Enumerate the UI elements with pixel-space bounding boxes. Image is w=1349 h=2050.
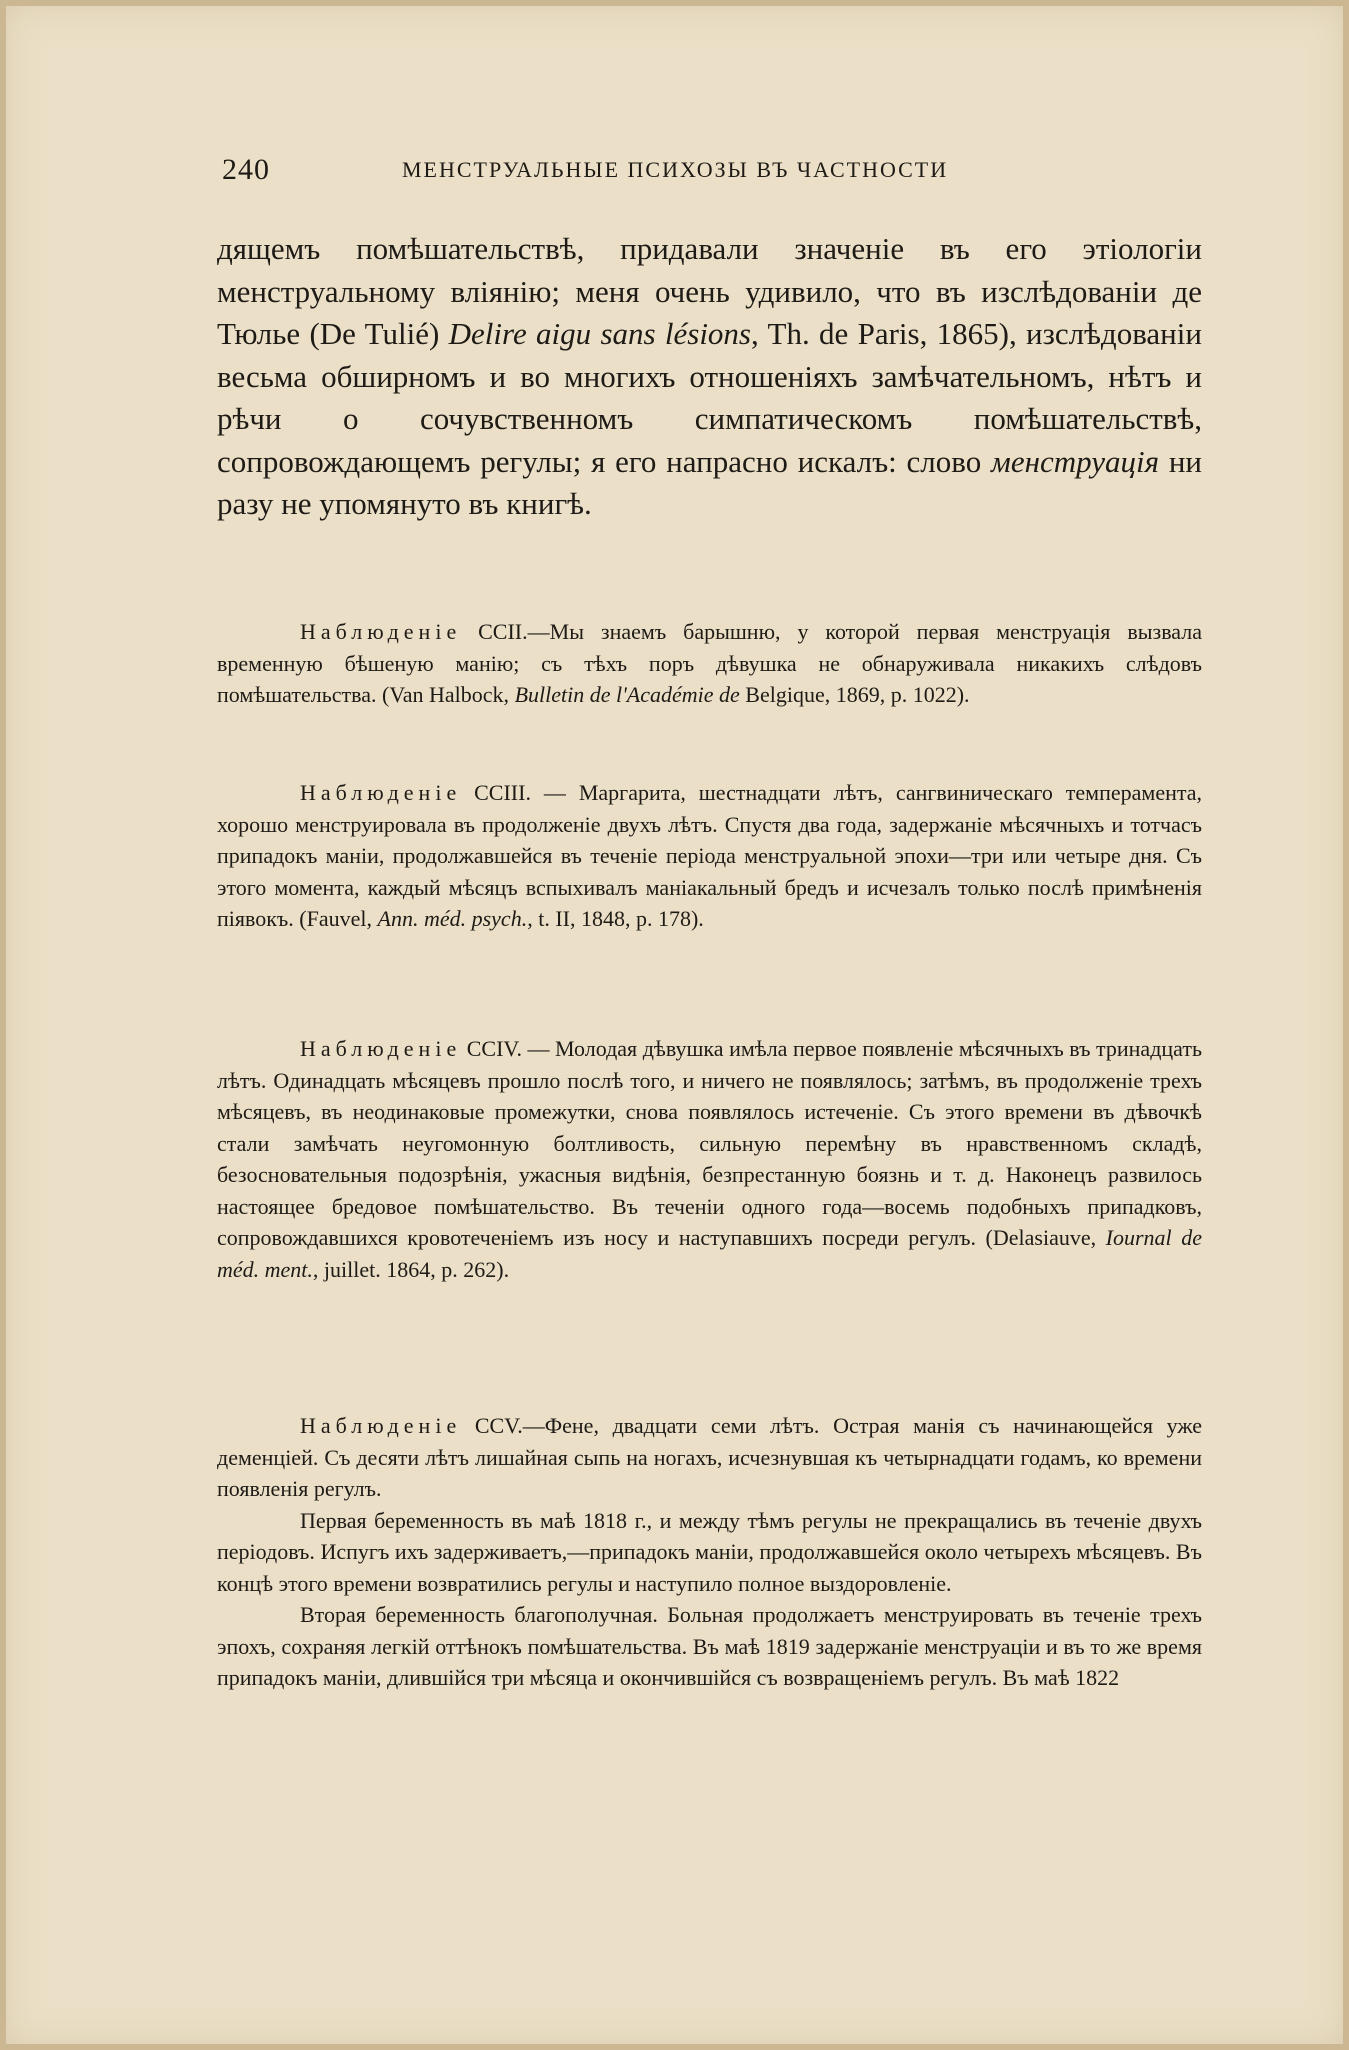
observation-label: Наблюденіе xyxy=(300,1036,462,1061)
observation-label: Наблюденіе xyxy=(300,1413,462,1438)
observation-205-paragraph-3: Вторая беременность благополучная. Больная продолжаетъ менструировать въ теченіе трехъ эпохъ, сохраняя легкій оттѣнокъ помѣшательства. Въ маѣ 1819 задержаніе менструаціи и въ то же время припадокъ маніи, длившійся три мѣсяца и окончившійся съ возвращеніемъ регулъ. Въ маѣ 1822 xyxy=(217,1602,1202,1690)
lead-paragraph xyxy=(217,228,1202,526)
lead-text-1: дящемъ помѣшательствѣ, придавали значеніе въ его этіологіи менструальному вліянію; меня очень удивило, что въ изслѣдованіи де Тюлье (De Tulié) xyxy=(217,231,1202,351)
observation-label: Наблюденіе xyxy=(300,619,462,644)
observation-203-source: Ann. méd. psych. xyxy=(377,906,528,931)
observation-number: CCIV. xyxy=(461,1036,522,1061)
observation-204-body-2: , juillet. 1864, p. 262). xyxy=(312,1256,510,1282)
observation-204 xyxy=(217,1033,1202,1285)
lead-text-3: ни разу не упомянуто въ книгѣ. xyxy=(217,443,1203,521)
page-number: 240 xyxy=(222,153,270,186)
observation-number: CCV. xyxy=(461,1413,523,1438)
observation-205-paragraph-2: Первая беременность въ маѣ 1818 г., и между тѣмъ регулы не прекращались въ теченіе двухъ періодовъ. Испугъ ихъ задерживаетъ,—припадокъ маніи, продолжавшейся около четырехъ мѣсяцевъ. Въ концѣ этого времени возвратились регулы и наступило полное выздоровленіе. xyxy=(217,1507,1202,1596)
observation-202-source: Bulletin de l'Académie de xyxy=(514,682,740,707)
observation-202 xyxy=(217,616,1202,711)
observation-204-body-1: — Молодая дѣвушка имѣла первое появленіе мѣсячныхъ въ тринадцать лѣтъ. Одинадцать мѣсяцевъ прошло послѣ того, и ничего не появлялось; затѣмъ, въ продолженіе трехъ мѣсяцевъ, въ неодинаковые промежутки, снова появлялось истеченіе. Съ этого времени въ дѣвочкѣ стали замѣчать неугомонную болтливость, сильную перемѣну въ нравственномъ складѣ, безосновательныя подозрѣнія, ужасныя видѣнія, безпрестанную боязнь и т. д. Наконецъ развилось настоящее бредовое помѣшательство. Въ теченіи одного года—восемь подобныхъ припадковъ, сопровождавшихся кровотеченіемъ изъ носу и наступавшихъ посреди регулъ. (Delasiauve, xyxy=(217,1036,1203,1250)
lead-italic-word: менструація xyxy=(991,443,1159,479)
observation-205 xyxy=(217,1410,1202,1694)
observation-205-body-1: —Фене, двадцати семи лѣтъ. Острая манія съ начинающейся уже деменціей. Съ десяти лѣтъ лишайная сыпь на ногахъ, исчезнувшая къ четырнадцати годамъ, ко времени появленія регулъ. xyxy=(217,1413,1203,1501)
observation-202-text xyxy=(217,616,1202,711)
observation-number: CCIII. xyxy=(461,780,531,805)
observation-205-text xyxy=(217,1410,1202,1505)
observation-number: CCII. xyxy=(461,619,528,644)
observation-label: Наблюденіе xyxy=(300,780,462,805)
observation-203-body-2: , t. II, 1848, p. 178). xyxy=(527,906,704,931)
observation-203 xyxy=(217,777,1202,935)
page-header xyxy=(222,150,1202,190)
observation-203-text xyxy=(217,777,1202,935)
observation-203-body-1: — Маргарита, шестнадцати лѣтъ, сангвиническаго темперамента, хорошо менструировала въ продолженіе двухъ лѣтъ. Спустя два года, задержаніе мѣсячныхъ и тотчасъ припадокъ маніи, продолжавшейся въ теченіе періода менструальной эпохи—три или четыре дня. Съ этого момента, каждый мѣсяцъ вспыхивалъ маніакальный бредъ и исчезалъ только послѣ примѣненія піявокъ. (Fauvel, xyxy=(217,780,1203,931)
observation-202-body-1: —Мы знаемъ барышню, у которой первая менструація вызвала временную бѣшеную манію; съ тѣхъ поръ дѣвушка не обнаруживала никакихъ слѣдовъ помѣшательства. (Van Halbock, xyxy=(217,619,1202,707)
lead-text-2: , Th. de Paris, 1865), изслѣдованіи весьма обширномъ и во многихъ отношеніяхъ замѣчательномъ, нѣтъ и рѣчи о сочувственномъ симпатическомъ помѣшательствѣ, сопровождающемъ регулы; я его напрасно искалъ: слово xyxy=(217,316,1202,479)
lead-italic-title: Delire aigu sans lésions xyxy=(448,316,751,351)
observation-202-body-2: Belgique, 1869, p. 1022). xyxy=(739,682,970,707)
observation-204-text xyxy=(217,1033,1202,1285)
observation-204-source: Iournal de méd. ment. xyxy=(217,1225,1203,1282)
running-title: МЕНСТРУАЛЬНЫЕ ПСИХОЗЫ ВЪ ЧАСТНОСТИ xyxy=(402,157,949,182)
